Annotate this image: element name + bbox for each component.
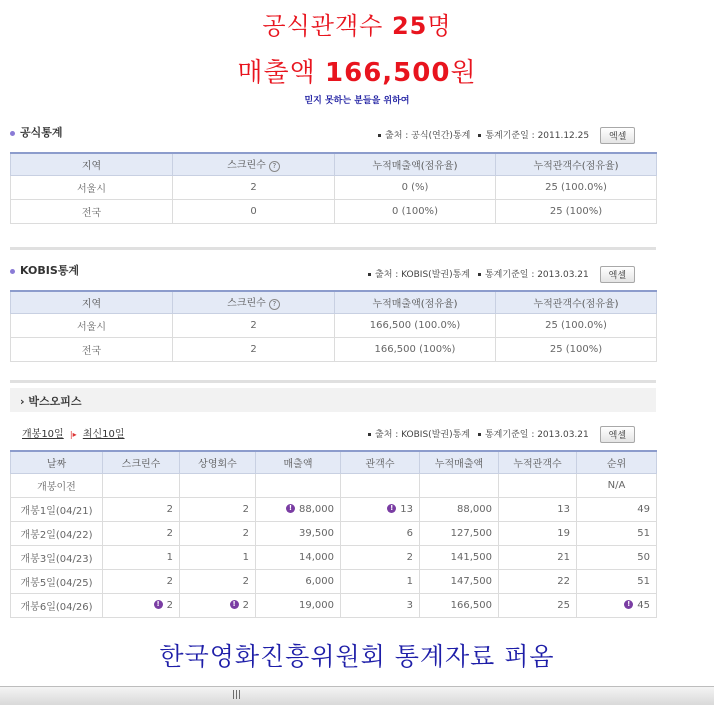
table-cell — [341, 593, 420, 617]
help-icon[interactable]: ? — [269, 161, 280, 172]
table-cell — [180, 521, 256, 545]
horizontal-scrollbar[interactable] — [0, 686, 714, 705]
table-cell — [256, 521, 341, 545]
cell-value: 2 — [166, 575, 173, 587]
table-row — [11, 199, 657, 223]
table-cell — [103, 545, 180, 569]
cell-value: 141,500 — [450, 551, 492, 563]
kobis-date: 통계기준일 : 2013.03.21 — [484, 270, 589, 280]
cell-value: 2 — [242, 503, 249, 515]
square-bullet-icon — [478, 433, 481, 436]
cell-value: 127,500 — [450, 527, 492, 539]
cell-value: 166,500 — [450, 599, 492, 611]
alert-icon[interactable]: ! — [387, 504, 396, 513]
table-cell — [180, 497, 256, 521]
boxoffice-meta — [360, 426, 635, 443]
table-cell — [341, 545, 420, 569]
table-cell — [11, 569, 103, 593]
table-cell — [499, 473, 577, 497]
table-row — [11, 545, 657, 569]
column-header: 누적관객수 — [499, 451, 577, 473]
table-cell: 166,500 (100%) — [335, 337, 496, 361]
table-cell — [256, 569, 341, 593]
column-header — [496, 291, 657, 313]
table-cell: 2 — [173, 337, 335, 361]
column-header — [335, 153, 496, 175]
boxoffice-title — [20, 393, 82, 409]
column-header — [335, 291, 496, 313]
cell-value: 25 — [557, 599, 570, 611]
official-section-title — [10, 124, 63, 140]
table-cell: 25 (100.0%) — [496, 175, 657, 199]
column-header — [11, 291, 173, 313]
boxoffice-tabs — [22, 425, 125, 440]
cell-value: 2 — [242, 575, 249, 587]
table-cell — [11, 497, 103, 521]
table-cell: 전국 — [11, 337, 173, 361]
table-cell — [499, 521, 577, 545]
cell-value: 51 — [637, 575, 650, 587]
scrollbar-grip-icon[interactable]: ||| — [232, 690, 242, 700]
table-cell: 0 (%) — [335, 175, 496, 199]
cell-value: 14,000 — [299, 551, 334, 563]
cell-value: 2 — [166, 599, 173, 611]
table-cell — [577, 497, 657, 521]
official-excel-button[interactable]: 엑셀 — [600, 127, 635, 144]
table-cell — [341, 473, 420, 497]
cell-value: 3 — [406, 599, 413, 611]
cell-value: 6,000 — [305, 575, 334, 587]
bullet-icon — [10, 269, 15, 274]
cell-value: 1 — [166, 551, 173, 563]
table-cell — [577, 521, 657, 545]
cell-value: 개봉1일(04/21) — [20, 505, 93, 517]
official-date: 통계기준일 : 2011.12.25 — [485, 131, 590, 141]
cell-value: 50 — [637, 551, 650, 563]
cell-value: 19,000 — [299, 599, 334, 611]
alert-icon[interactable]: ! — [154, 600, 163, 609]
table-row — [11, 337, 657, 361]
table-header-row — [11, 451, 657, 473]
cell-value: 45 — [637, 599, 650, 611]
table-cell: 서울시 — [11, 313, 173, 337]
alert-icon[interactable]: ! — [624, 600, 633, 609]
cell-value: 2 — [242, 599, 249, 611]
boxoffice-table — [10, 450, 657, 618]
column-header-label: 스크린수 — [227, 298, 266, 310]
sales-value: 166,500 — [325, 58, 451, 88]
column-header-label: 누적매출액(점유율) — [372, 298, 458, 310]
cell-value: 2 — [166, 527, 173, 539]
sales-prefix: 매출액 — [237, 58, 326, 88]
tab-separator: |▸ — [69, 430, 77, 439]
table-header-row — [11, 153, 657, 175]
table-cell — [11, 473, 103, 497]
table-cell: 2 — [173, 175, 335, 199]
kobis-source: 출처 : KOBIS(발권)통계 — [375, 270, 470, 280]
table-cell — [420, 497, 499, 521]
kobis-section-title — [10, 262, 79, 278]
table-cell — [103, 593, 180, 617]
chevron-right-icon: › — [20, 395, 25, 408]
help-icon[interactable]: ? — [269, 299, 280, 310]
column-header: 날짜 — [11, 451, 103, 473]
table-cell: 25 (100%) — [496, 337, 657, 361]
square-bullet-icon — [378, 134, 381, 137]
kobis-stats-table — [10, 290, 657, 362]
boxoffice-header-bar — [10, 388, 656, 412]
cell-value: 22 — [557, 575, 570, 587]
table-cell — [256, 497, 341, 521]
cell-value: 1 — [406, 575, 413, 587]
table-cell — [256, 473, 341, 497]
table-cell: 25 (100%) — [496, 199, 657, 223]
column-header: 누적매출액 — [420, 451, 499, 473]
table-cell — [180, 473, 256, 497]
table-cell — [499, 569, 577, 593]
cell-value: 39,500 — [299, 527, 334, 539]
table-cell — [420, 473, 499, 497]
table-row — [11, 175, 657, 199]
table-cell — [103, 497, 180, 521]
table-cell — [256, 545, 341, 569]
table-cell — [577, 545, 657, 569]
cell-value: N/A — [607, 479, 626, 491]
table-row — [11, 569, 657, 593]
official-stats-table — [10, 152, 657, 224]
column-header — [173, 153, 335, 175]
table-row — [11, 313, 657, 337]
cell-value: 21 — [557, 551, 570, 563]
table-cell — [11, 521, 103, 545]
cell-value: 개봉6일(04/26) — [20, 601, 93, 613]
column-header: 관객수 — [341, 451, 420, 473]
table-cell — [341, 521, 420, 545]
tab-open-10days[interactable]: 개봉10일 — [22, 429, 64, 440]
table-cell — [420, 569, 499, 593]
square-bullet-icon — [478, 134, 481, 137]
table-row — [11, 473, 657, 497]
official-title-text: 공식통계 — [20, 126, 63, 139]
column-header: 매출액 — [256, 451, 341, 473]
table-cell: 0 (100%) — [335, 199, 496, 223]
table-cell: 25 (100.0%) — [496, 313, 657, 337]
column-header: 순위 — [577, 451, 657, 473]
table-cell — [577, 569, 657, 593]
square-bullet-icon — [368, 273, 371, 276]
audience-headline — [0, 6, 714, 41]
cell-value: 개봉3일(04/23) — [20, 553, 93, 565]
footer-caption: 한국영화진흥위원회 통계자료 퍼옴 — [159, 642, 555, 671]
boxoffice-excel-button[interactable]: 엑셀 — [600, 426, 635, 443]
table-cell — [103, 521, 180, 545]
table-cell — [11, 545, 103, 569]
table-cell — [420, 593, 499, 617]
tab-recent-10days[interactable]: 최신10일 — [82, 429, 125, 440]
table-cell: 166,500 (100.0%) — [335, 313, 496, 337]
table-cell: 전국 — [11, 199, 173, 223]
table-header-row — [11, 291, 657, 313]
cell-value: 51 — [637, 527, 650, 539]
cell-value: 88,000 — [457, 503, 492, 515]
sales-suffix: 원 — [450, 58, 477, 88]
cell-value: 1 — [242, 551, 249, 563]
column-header-label: 누적관객수(점유율) — [533, 298, 619, 310]
table-cell — [499, 497, 577, 521]
table-cell — [420, 521, 499, 545]
table-cell — [256, 593, 341, 617]
table-cell: 서울시 — [11, 175, 173, 199]
column-header-label: 스크린수 — [227, 160, 266, 172]
table-cell — [577, 593, 657, 617]
cell-value: 88,000 — [299, 503, 334, 515]
cell-value: 개봉5일(04/25) — [20, 577, 93, 589]
table-cell — [103, 473, 180, 497]
kobis-excel-button[interactable]: 엑셀 — [600, 266, 635, 283]
cell-value: 19 — [557, 527, 570, 539]
table-cell — [499, 545, 577, 569]
table-cell — [180, 545, 256, 569]
table-row — [11, 593, 657, 617]
column-header-label: 누적관객수(점유율) — [533, 160, 619, 172]
official-meta — [370, 127, 635, 144]
boxoffice-source: 출처 : KOBIS(발권)통계 — [375, 430, 470, 440]
audience-suffix: 명 — [427, 12, 452, 40]
square-bullet-icon — [368, 433, 371, 436]
cell-value: 2 — [166, 503, 173, 515]
section-divider — [10, 380, 656, 383]
table-cell: 0 — [173, 199, 335, 223]
audience-prefix: 공식관객수 — [262, 12, 392, 40]
table-cell — [341, 497, 420, 521]
sales-headline — [0, 52, 714, 89]
table-cell — [420, 545, 499, 569]
table-cell — [180, 593, 256, 617]
bullet-icon — [10, 131, 15, 136]
square-bullet-icon — [478, 273, 481, 276]
cell-value: 147,500 — [450, 575, 492, 587]
column-header: 상영회수 — [180, 451, 256, 473]
column-header: 스크린수 — [103, 451, 180, 473]
table-cell — [577, 473, 657, 497]
boxoffice-date: 통계기준일 : 2013.03.21 — [484, 430, 589, 440]
alert-icon[interactable]: ! — [230, 600, 239, 609]
column-header-label: 지역 — [81, 160, 102, 172]
cell-value: 2 — [406, 551, 413, 563]
table-cell — [11, 593, 103, 617]
cell-value: 개봉2일(04/22) — [20, 529, 93, 541]
column-header-label: 누적매출액(점유율) — [372, 160, 458, 172]
subtitle: 믿지 못하는 분들을 위하여 — [304, 96, 410, 106]
audience-value: 25 — [391, 12, 428, 40]
alert-icon[interactable]: ! — [286, 504, 295, 513]
cell-value: 13 — [557, 503, 570, 515]
table-row — [11, 521, 657, 545]
table-cell — [341, 569, 420, 593]
column-header — [11, 153, 173, 175]
table-cell — [180, 569, 256, 593]
section-divider — [10, 247, 656, 250]
column-header — [496, 153, 657, 175]
table-cell — [499, 593, 577, 617]
table-cell — [103, 569, 180, 593]
cell-value: 49 — [637, 503, 650, 515]
boxoffice-title-text: 박스오피스 — [28, 395, 82, 408]
table-row — [11, 497, 657, 521]
kobis-meta — [360, 266, 635, 283]
cell-value: 6 — [406, 527, 413, 539]
table-cell: 2 — [173, 313, 335, 337]
column-header — [173, 291, 335, 313]
official-source: 출처 : 공식(연간)통계 — [385, 131, 471, 141]
cell-value: 개봉이전 — [37, 481, 76, 493]
cell-value: 13 — [400, 503, 413, 515]
column-header-label: 지역 — [81, 298, 102, 310]
kobis-title-text: KOBIS통계 — [20, 264, 80, 277]
cell-value: 2 — [242, 527, 249, 539]
